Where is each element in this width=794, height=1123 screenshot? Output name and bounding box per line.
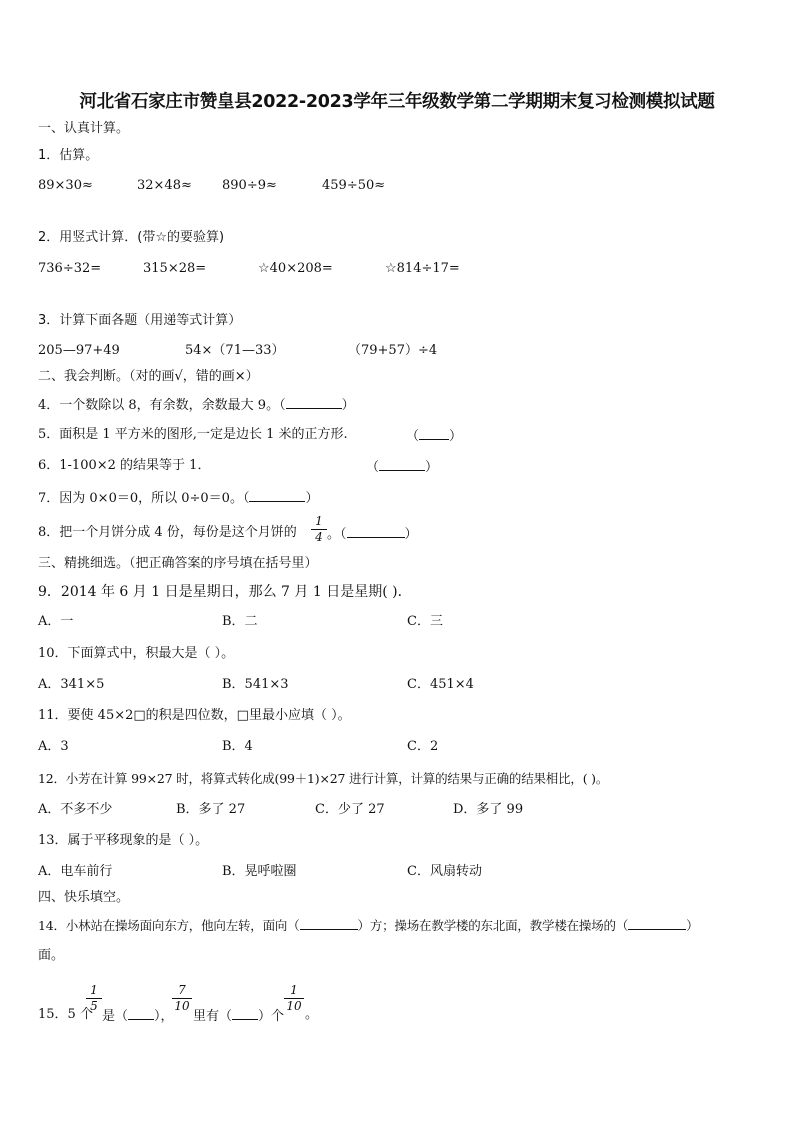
- q6-text: 6．1-100×2 的结果等于 1．: [38, 458, 211, 473]
- q4-text: 4．一个数除以 8，有余数，余数最大 9。（: [38, 398, 286, 413]
- q8-text: 8．把一个月饼分成 4 份，每份是这个月饼的: [38, 525, 297, 540]
- q10-option-a[interactable]: A．341×5: [38, 677, 105, 692]
- q8-fraction: 1 4: [311, 515, 327, 544]
- q14-part3: ）: [686, 918, 699, 933]
- q9-text: 9．2014 年 6 月 1 日是星期日，那么 7 月 1 日是星期( )．: [38, 584, 412, 600]
- q9-option-b[interactable]: B．二: [222, 614, 258, 629]
- q12-option-b[interactable]: B．多了 27: [176, 802, 246, 817]
- q15-fraction-2: 7 10: [172, 984, 192, 1013]
- q14-part2: ）方；操场在教学楼的东北面，教学楼在操场的（: [357, 918, 629, 933]
- q14-answer-blank-2[interactable]: [628, 917, 686, 930]
- q11-option-c[interactable]: C．2: [407, 739, 439, 754]
- q6-bracket: （ ）: [366, 460, 439, 475]
- q13-option-c[interactable]: C．风扇转动: [407, 864, 482, 879]
- q1-item-1: 89×30≈: [38, 178, 93, 193]
- q15-answer-blank-2[interactable]: [232, 1007, 258, 1020]
- q11-text: 11．要使 45×2□的积是四位数，□里最小应填（ ）。: [38, 708, 351, 723]
- q8: [38, 525, 297, 541]
- q11-option-b[interactable]: B．4: [222, 739, 253, 754]
- q4: [38, 396, 355, 414]
- q7-answer-blank[interactable]: [249, 489, 305, 502]
- q13-option-b[interactable]: B．晃呼啦圈: [222, 864, 297, 879]
- q15-fraction-3: 1 10: [284, 984, 304, 1013]
- q15-suffix: 。: [305, 1007, 319, 1022]
- q12-text: 12．小芳在计算 99×27 时，将算式转化成(99＋1)×27 进行计算，计算的结果与正确的结果相比，( )。: [38, 771, 609, 786]
- section-1-heading: 一、认真计算。: [38, 121, 130, 136]
- q14: [38, 917, 698, 934]
- q15-middle-2: 里有（ ）个: [193, 1009, 285, 1024]
- q4-close: ）: [341, 398, 355, 413]
- q13-option-a[interactable]: A．电车前行: [38, 864, 113, 879]
- q10-text: 10．下面算式中，积最大是（ ）。: [38, 646, 235, 661]
- q1-item-4: 459÷50≈: [322, 178, 386, 193]
- q12-option-a[interactable]: A．不多不少: [38, 802, 113, 817]
- q9-option-c[interactable]: C．三: [407, 614, 443, 629]
- q10-option-c[interactable]: C．451×4: [407, 677, 474, 692]
- q5-answer-blank[interactable]: [419, 427, 449, 440]
- q1-item-3: 890÷9≈: [222, 178, 277, 193]
- section-2-heading: 二、我会判断。（对的画√，错的画×）: [38, 369, 259, 384]
- q1-item-2: 32×48≈: [137, 178, 192, 193]
- q5-text: 5．面积是 1 平方米的图形,一定是边长 1 米的正方形.: [38, 427, 348, 442]
- q2-label: 2．用竖式计算．(带☆的要验算): [38, 230, 225, 245]
- q11-option-a[interactable]: A．3: [38, 739, 69, 754]
- section-3-heading: 三、精挑细选。（把正确答案的序号填在括号里）: [38, 556, 318, 571]
- q14-answer-blank-1[interactable]: [300, 917, 358, 930]
- q13-text: 13．属于平移现象的是（ ）。: [38, 833, 209, 848]
- q14-line2: 面。: [38, 948, 65, 963]
- q12-option-c[interactable]: C．少了 27: [315, 802, 385, 817]
- q12-option-d[interactable]: D．多了 99: [453, 802, 524, 817]
- q8-bracket: 。（ ）: [327, 527, 418, 542]
- q9-option-a[interactable]: A．一: [38, 614, 74, 629]
- q6: [38, 458, 210, 474]
- q15-answer-blank-1[interactable]: [128, 1007, 154, 1020]
- q15-fraction-1: 1 5: [86, 984, 102, 1013]
- q15-middle-1: 是（ ），: [102, 1009, 174, 1024]
- q5-bracket: （ ）: [406, 429, 463, 444]
- q7-text: 7．因为 0×0＝0，所以 0÷0＝0。（: [38, 491, 250, 506]
- q3-label: 3．计算下面各题（用递等式计算）: [38, 313, 242, 328]
- q15-prefix: 15．5 个: [38, 1007, 93, 1022]
- q1-label: 1．估算。: [38, 148, 99, 163]
- q2-item-3: ☆40×208=: [258, 261, 333, 276]
- q3-item-1: 205—97+49: [38, 343, 120, 358]
- q4-answer-blank[interactable]: [286, 396, 342, 409]
- q3-item-2: 54×（71—33）: [185, 343, 285, 358]
- q3-item-3: （79+57）÷4: [348, 343, 438, 358]
- q14-part1: 14．小林站在操场面向东方，他向左转，面向（: [38, 918, 300, 933]
- section-4-heading: 四、快乐填空。: [38, 890, 130, 905]
- q6-answer-blank[interactable]: [379, 458, 425, 471]
- q8-answer-blank[interactable]: [347, 525, 405, 538]
- q5: [38, 427, 348, 443]
- q7: 7．因为 0×0＝0，所以 0÷0＝0。（ ）: [38, 491, 319, 506]
- page-title: 河北省石家庄市赞皇县2022-2023学年三年级数学第二学期期末复习检测模拟试题: [79, 92, 715, 112]
- q2-item-1: 736÷32=: [38, 261, 102, 276]
- q2-item-4: ☆814÷17=: [385, 261, 460, 276]
- q10-option-b[interactable]: B．541×3: [222, 677, 289, 692]
- q2-item-2: 315×28=: [143, 261, 207, 276]
